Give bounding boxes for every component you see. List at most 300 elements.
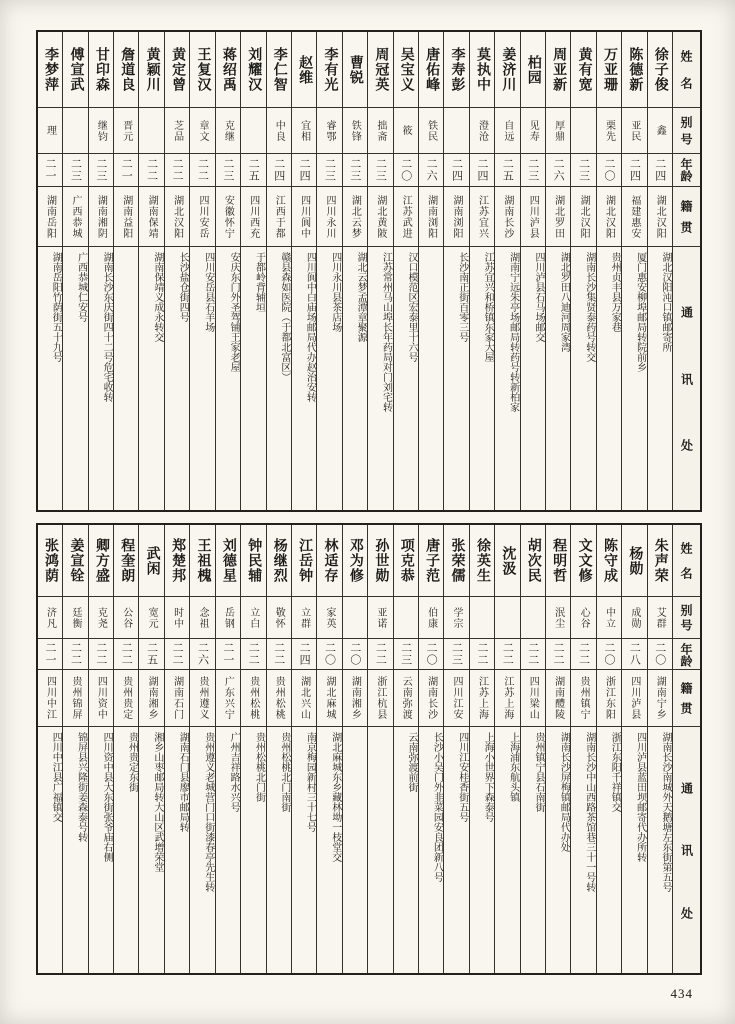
age-cell: 二三 bbox=[343, 154, 367, 187]
header-label-char: 姓 bbox=[679, 50, 693, 63]
entry-column bbox=[113, 32, 138, 510]
age-cell: 二四 bbox=[267, 154, 291, 187]
name-cell: 沈汲 bbox=[495, 525, 519, 597]
address-cell: 湖南长沙东庆街四十二号危宅收转 bbox=[101, 252, 113, 402]
entry-column bbox=[240, 32, 265, 510]
entry-column bbox=[266, 32, 291, 510]
age-cell: 二二 bbox=[165, 639, 189, 670]
age-cell: 二三 bbox=[571, 154, 595, 187]
native-place-cell: 湖南长沙 bbox=[419, 670, 443, 727]
header-label-char: 通 bbox=[679, 305, 694, 318]
alias-cell: 中良 bbox=[267, 108, 291, 154]
entry-column bbox=[215, 32, 240, 510]
page-number: 434 bbox=[670, 986, 693, 1001]
entry-column bbox=[291, 525, 316, 973]
age-cell: 二八 bbox=[622, 639, 646, 670]
native-place-cell: 四川永川 bbox=[317, 187, 341, 247]
native-place-cell: 湖南石门 bbox=[165, 670, 189, 727]
name-cell: 江岳钟 bbox=[292, 525, 316, 597]
entry-column bbox=[469, 525, 494, 973]
native-place-cell: 四川泸县 bbox=[521, 187, 545, 247]
name-cell: 张荣儒 bbox=[444, 525, 468, 597]
native-place-cell: 湖南浏阳 bbox=[419, 187, 443, 247]
age-cell: 二二 bbox=[139, 154, 163, 187]
age-cell: 二〇 bbox=[317, 639, 341, 670]
native-place-cell: 贵州锦屏 bbox=[63, 670, 87, 727]
entry-column bbox=[316, 32, 341, 510]
header-label-char: 别 bbox=[679, 116, 693, 129]
age-cell: 二〇 bbox=[597, 639, 621, 670]
native-place-cell: 四川阆中 bbox=[292, 187, 316, 247]
entry-column bbox=[215, 525, 240, 973]
age-cell: 二二 bbox=[267, 639, 291, 670]
entry-column bbox=[545, 32, 570, 510]
age-cell: 二四 bbox=[292, 639, 316, 670]
alias-cell: 伯康 bbox=[419, 597, 443, 639]
age-cell: 二三 bbox=[394, 639, 418, 670]
native-place-cell: 湖北麻城 bbox=[317, 670, 341, 727]
header-label-char: 年 bbox=[679, 643, 693, 655]
entry-column bbox=[443, 525, 468, 973]
native-place-cell: 贵州贵定 bbox=[114, 670, 138, 727]
address-cell: 湖北云梦孟潭章聚源 bbox=[355, 252, 367, 342]
address-cell: 赣县森如医院（于都北富区） bbox=[278, 252, 290, 382]
header-name-label bbox=[673, 525, 700, 597]
alias-cell bbox=[343, 597, 367, 639]
native-place-cell: 四川资中 bbox=[89, 670, 113, 727]
native-place-cell: 广西恭城 bbox=[63, 187, 87, 247]
alias-cell: 铁民 bbox=[419, 108, 443, 154]
entry-column bbox=[570, 525, 595, 973]
address-cell: 湖北汉阳沌口镇邮寄所 bbox=[660, 252, 671, 352]
header-label-char: 别 bbox=[679, 604, 693, 616]
alias-cell: 章文 bbox=[190, 108, 214, 154]
entry-column bbox=[418, 32, 443, 510]
entry-column bbox=[596, 32, 621, 510]
address-cell: 湖南石门县廖市邮局转 bbox=[177, 732, 189, 832]
native-place-cell: 湖南宁乡 bbox=[648, 670, 672, 727]
entry-column bbox=[520, 525, 545, 973]
header-label-char: 号 bbox=[679, 132, 693, 145]
native-place-cell: 浙江东阳 bbox=[597, 670, 621, 727]
name-cell: 唐子范 bbox=[419, 525, 443, 597]
entry-column bbox=[570, 32, 595, 510]
header-label-char: 龄 bbox=[679, 170, 693, 182]
alias-cell: 中立 bbox=[597, 597, 621, 639]
native-place-cell: 江苏武进 bbox=[394, 187, 418, 247]
address-cell: 广州吉祥路水兴号 bbox=[228, 732, 240, 812]
alias-cell: 拙斋 bbox=[368, 108, 392, 154]
alias-cell: 自远 bbox=[495, 108, 519, 154]
header-label-char: 籍 bbox=[679, 200, 693, 212]
age-cell: 二三 bbox=[216, 154, 240, 187]
alias-cell bbox=[571, 108, 595, 154]
alias-cell: 筱 bbox=[394, 108, 418, 154]
address-cell: 贵州贵定东街 bbox=[126, 732, 138, 792]
native-place-cell: 湖北云梦 bbox=[343, 187, 367, 247]
alias-cell: 学宗 bbox=[444, 597, 468, 639]
age-cell: 二四 bbox=[622, 154, 646, 187]
native-place-cell: 湖南湘乡 bbox=[343, 670, 367, 727]
entry-column bbox=[367, 525, 392, 973]
alias-cell bbox=[241, 108, 265, 154]
alias-cell bbox=[470, 597, 494, 639]
name-cell: 项克恭 bbox=[394, 525, 418, 597]
name-cell: 周亚新 bbox=[546, 32, 570, 108]
address-cell: 贵州松桃北门街 bbox=[253, 732, 265, 802]
name-cell: 王复汉 bbox=[190, 32, 214, 108]
directory-table-top bbox=[36, 30, 702, 512]
header-label-char: 处 bbox=[679, 439, 694, 452]
entry-column bbox=[342, 525, 367, 973]
age-cell: 二五 bbox=[495, 154, 519, 187]
address-cell: 四川安岳县石羊场 bbox=[202, 252, 214, 332]
address-cell: 四川泸县石马场邮交 bbox=[532, 252, 544, 342]
name-cell: 蒋绍禹 bbox=[216, 32, 240, 108]
name-cell: 曹锐 bbox=[343, 32, 367, 108]
age-cell: 二二 bbox=[89, 639, 113, 670]
alias-cell bbox=[394, 597, 418, 639]
header-label-char: 籍 bbox=[679, 682, 693, 694]
header-label-char: 龄 bbox=[679, 655, 693, 667]
address-cell: 四川资中县大东街张爷庙右侧 bbox=[101, 732, 113, 862]
entry-column bbox=[113, 525, 138, 973]
name-cell: 周冠英 bbox=[368, 32, 392, 108]
age-cell: 二三 bbox=[317, 154, 341, 187]
name-cell: 万亚珊 bbox=[597, 32, 621, 108]
age-cell: 二二 bbox=[114, 639, 138, 670]
age-cell: 二〇 bbox=[343, 639, 367, 670]
alias-cell bbox=[521, 597, 545, 639]
native-place-cell: 湖北兴山 bbox=[292, 670, 316, 727]
name-cell: 唐佑峰 bbox=[419, 32, 443, 108]
native-place-cell: 四川安岳 bbox=[190, 187, 214, 247]
address-cell: 浙江东阳千祥镇交 bbox=[609, 732, 621, 812]
name-cell: 黄颖川 bbox=[139, 32, 163, 108]
age-cell: 二一 bbox=[38, 154, 62, 187]
alias-cell: 亚诺 bbox=[368, 597, 392, 639]
native-place-cell: 湖北汉阳 bbox=[648, 187, 672, 247]
header-name-label bbox=[673, 32, 700, 108]
age-cell: 二六 bbox=[546, 154, 570, 187]
alias-cell: 理 bbox=[38, 108, 62, 154]
age-cell: 二二 bbox=[63, 639, 87, 670]
header-label-char: 名 bbox=[679, 567, 693, 579]
native-place-cell: 浙江杭县 bbox=[368, 670, 392, 727]
native-place-cell: 江苏上海 bbox=[495, 670, 519, 727]
entry-column bbox=[367, 32, 392, 510]
name-cell: 程奎朗 bbox=[114, 525, 138, 597]
alias-cell: 岳钢 bbox=[216, 597, 240, 639]
header-address-label bbox=[673, 727, 700, 973]
alias-cell: 成勋 bbox=[622, 597, 646, 639]
entry-column bbox=[443, 32, 468, 510]
alias-cell bbox=[63, 108, 87, 154]
address-cell: 江苏宜兴和桥镇东家大屋 bbox=[482, 252, 494, 362]
name-cell: 姜宣铨 bbox=[63, 525, 87, 597]
age-cell: 二三 bbox=[521, 154, 545, 187]
native-place-cell: 四川西充 bbox=[241, 187, 265, 247]
entry-column bbox=[164, 32, 189, 510]
address-cell: 上海浦东航头镇 bbox=[507, 732, 519, 802]
age-cell: 二二 bbox=[571, 639, 595, 670]
name-cell: 黄有宽 bbox=[571, 32, 595, 108]
entry-column bbox=[342, 32, 367, 510]
address-cell: 四川永川县茶店场 bbox=[329, 252, 341, 332]
name-cell: 詹道良 bbox=[114, 32, 138, 108]
address-cell: 湖南长沙屏梅镇邮局代办处 bbox=[558, 732, 570, 852]
header-native-place-label bbox=[673, 670, 700, 727]
age-cell: 二一 bbox=[38, 639, 62, 670]
alias-cell: 敬怀 bbox=[267, 597, 291, 639]
address-cell: 汉口模范区宏泰里十六号 bbox=[405, 252, 417, 362]
address-cell: 湖南宁远朱亭场邮局转药号转新柏家 bbox=[507, 252, 519, 412]
age-cell: 二一 bbox=[216, 639, 240, 670]
header-label-char: 姓 bbox=[679, 542, 693, 554]
address-cell: 湖南长沙南城外天鹅塘左东街第五号 bbox=[660, 732, 671, 892]
header-alias-label bbox=[673, 597, 700, 639]
header-label-char: 贯 bbox=[679, 702, 693, 714]
name-cell: 傅宣武 bbox=[63, 32, 87, 108]
alias-cell: 立群 bbox=[292, 597, 316, 639]
entry-column bbox=[291, 32, 316, 510]
address-cell: 长沙南正街百零三号 bbox=[456, 252, 468, 342]
native-place-cell: 福建惠安 bbox=[622, 187, 646, 247]
entry-column bbox=[138, 32, 163, 510]
address-cell: 广西恭城仁安号 bbox=[75, 252, 87, 322]
alias-cell: 继钧 bbox=[89, 108, 113, 154]
native-place-cell: 湖南长沙 bbox=[495, 187, 519, 247]
address-cell: 四川泸县蓝田坝邮寄代办所转 bbox=[634, 732, 646, 862]
age-cell: 二〇 bbox=[597, 154, 621, 187]
address-cell: 上海小世界下森泰号 bbox=[482, 732, 494, 822]
address-cell: 锦屏县兴隆街姜森泰号转 bbox=[75, 732, 87, 842]
age-cell: 二二 bbox=[165, 154, 189, 187]
entry-column bbox=[88, 32, 113, 510]
name-cell: 李梦萍 bbox=[38, 32, 62, 108]
entry-column bbox=[545, 525, 570, 973]
age-cell: 二二 bbox=[546, 639, 570, 670]
name-cell: 卿方盛 bbox=[89, 525, 113, 597]
entry-column bbox=[393, 525, 418, 973]
alias-cell: 晋元 bbox=[114, 108, 138, 154]
alias-cell: 家英 bbox=[317, 597, 341, 639]
alias-cell: 念祖 bbox=[190, 597, 214, 639]
alias-cell: 芝品 bbox=[165, 108, 189, 154]
name-cell: 邓为修 bbox=[343, 525, 367, 597]
age-cell: 二四 bbox=[444, 154, 468, 187]
entry-column bbox=[189, 525, 214, 973]
age-cell: 二四 bbox=[470, 154, 494, 187]
alias-cell: 克继 bbox=[216, 108, 240, 154]
age-cell: 二六 bbox=[190, 639, 214, 670]
age-cell: 二五 bbox=[139, 639, 163, 670]
name-cell: 李寿彭 bbox=[444, 32, 468, 108]
name-cell: 陈德新 bbox=[622, 32, 646, 108]
name-cell: 柏园 bbox=[521, 32, 545, 108]
entry-column bbox=[189, 32, 214, 510]
native-place-cell: 湖南岳阳 bbox=[38, 187, 62, 247]
header-age-label bbox=[673, 154, 700, 187]
age-cell: 二二 bbox=[368, 639, 392, 670]
name-cell: 朱声荣 bbox=[648, 525, 672, 597]
alias-cell: 廷衡 bbox=[63, 597, 87, 639]
native-place-cell: 湖南醴陵 bbox=[546, 670, 570, 727]
alias-cell: 见寿 bbox=[521, 108, 545, 154]
address-cell: 贵州松桃北门南街 bbox=[278, 732, 290, 812]
header-age-label bbox=[673, 639, 700, 670]
entry-column bbox=[240, 525, 265, 973]
name-cell: 黄定曾 bbox=[165, 32, 189, 108]
name-cell: 姜济川 bbox=[495, 32, 519, 108]
age-cell: 二三 bbox=[63, 154, 87, 187]
address-cell: 贵州镇宁县石南街 bbox=[532, 732, 544, 812]
age-cell: 二〇 bbox=[648, 639, 672, 670]
native-place-cell: 湖北汉阳 bbox=[165, 187, 189, 247]
entry-column bbox=[38, 525, 62, 973]
address-cell: 贵州遵义老城营门口街漆春亭先生转 bbox=[202, 732, 214, 892]
native-place-cell: 贵州松桃 bbox=[241, 670, 265, 727]
entry-column bbox=[494, 32, 519, 510]
native-place-cell: 四川梁山 bbox=[521, 670, 545, 727]
name-cell: 李有光 bbox=[317, 32, 341, 108]
alias-cell: 公谷 bbox=[114, 597, 138, 639]
entry-column bbox=[596, 525, 621, 973]
native-place-cell: 云南弥渡 bbox=[394, 670, 418, 727]
entry-column bbox=[266, 525, 291, 973]
native-place-cell: 江西于都 bbox=[267, 187, 291, 247]
alias-cell bbox=[495, 597, 519, 639]
name-cell: 徐英生 bbox=[470, 525, 494, 597]
native-place-cell: 贵州遵义 bbox=[190, 670, 214, 727]
entry-column bbox=[393, 32, 418, 510]
alias-cell bbox=[139, 108, 163, 154]
entry-column bbox=[138, 525, 163, 973]
name-cell: 甘印森 bbox=[89, 32, 113, 108]
age-cell: 二四 bbox=[292, 154, 316, 187]
alias-cell: 铁锋 bbox=[343, 108, 367, 154]
native-place-cell: 湖南湘乡 bbox=[139, 670, 163, 727]
entry-column bbox=[647, 525, 672, 973]
address-cell: 湖南长沙中山西路茶馆巷三十一号转 bbox=[583, 732, 595, 892]
name-cell: 程明哲 bbox=[546, 525, 570, 597]
name-cell: 林适存 bbox=[317, 525, 341, 597]
name-cell: 郑楚邦 bbox=[165, 525, 189, 597]
address-cell: 四川阆中白庙场邮局代办赵治安转 bbox=[304, 252, 316, 402]
address-cell bbox=[419, 247, 443, 510]
age-cell: 二三 bbox=[368, 154, 392, 187]
age-cell: 二五 bbox=[241, 154, 265, 187]
age-cell: 二二 bbox=[241, 639, 265, 670]
alias-cell: 济凡 bbox=[38, 597, 62, 639]
header-native-place-label bbox=[673, 187, 700, 247]
native-place-cell: 四川中江 bbox=[38, 670, 62, 727]
native-place-cell: 安徽怀宁 bbox=[216, 187, 240, 247]
alias-cell: 鑫 bbox=[648, 108, 672, 154]
address-cell: 厦门惠安柳埠邮局转院前乡 bbox=[634, 252, 646, 372]
header-label-char: 讯 bbox=[679, 844, 694, 856]
entry-column bbox=[88, 525, 113, 973]
alias-cell: 艾群 bbox=[648, 597, 672, 639]
native-place-cell: 湖南益阳 bbox=[114, 187, 138, 247]
native-place-cell: 湖南浏阳 bbox=[444, 187, 468, 247]
entry-column bbox=[62, 32, 87, 510]
entry-column bbox=[647, 32, 672, 510]
native-place-cell: 湖北汉阳 bbox=[597, 187, 621, 247]
header-label-char: 名 bbox=[679, 76, 693, 89]
address-cell: 湖南长沙集贤泰药号转交 bbox=[583, 252, 595, 362]
age-cell: 二二 bbox=[495, 639, 519, 670]
name-cell: 赵维 bbox=[292, 32, 316, 108]
name-cell: 钟民辅 bbox=[241, 525, 265, 597]
address-cell: 云南弥渡前街 bbox=[405, 732, 417, 792]
name-cell: 刘耀汉 bbox=[241, 32, 265, 108]
name-cell: 张鸿荫 bbox=[38, 525, 62, 597]
entry-column bbox=[62, 525, 87, 973]
alias-cell: 宽元 bbox=[139, 597, 163, 639]
name-cell: 文文修 bbox=[571, 525, 595, 597]
name-cell: 莫执中 bbox=[470, 32, 494, 108]
address-cell: 安庆东门外圣驾铺王家老屋 bbox=[228, 252, 240, 372]
header-alias-label bbox=[673, 108, 700, 154]
header-label-char: 贯 bbox=[679, 221, 693, 233]
entry-column bbox=[494, 525, 519, 973]
name-cell: 李仁智 bbox=[267, 32, 291, 108]
alias-cell: 澄沧 bbox=[470, 108, 494, 154]
name-cell: 武闲 bbox=[139, 525, 163, 597]
age-cell: 二一 bbox=[114, 154, 138, 187]
native-place-cell: 湖北罗田 bbox=[546, 187, 570, 247]
native-place-cell: 广东兴宁 bbox=[216, 670, 240, 727]
address-cell bbox=[114, 247, 138, 510]
name-cell: 徐子俊 bbox=[648, 32, 672, 108]
address-cell: 江苏常州马山埠长年药局对门刘宅转 bbox=[380, 252, 392, 412]
alias-cell: 心谷 bbox=[571, 597, 595, 639]
entry-column bbox=[418, 525, 443, 973]
entry-column bbox=[469, 32, 494, 510]
name-cell: 胡次民 bbox=[521, 525, 545, 597]
native-place-cell: 湖南湘阴 bbox=[89, 187, 113, 247]
entry-column bbox=[520, 32, 545, 510]
address-cell: 湖北罗田八迪河周家湾 bbox=[558, 252, 570, 352]
alias-cell bbox=[444, 108, 468, 154]
alias-cell: 时中 bbox=[165, 597, 189, 639]
native-place-cell: 四川江安 bbox=[444, 670, 468, 727]
alias-cell: 睿鄂 bbox=[317, 108, 341, 154]
age-cell: 二二 bbox=[521, 639, 545, 670]
native-place-cell: 江苏上海 bbox=[470, 670, 494, 727]
name-cell: 刘德星 bbox=[216, 525, 240, 597]
alias-cell: 栗先 bbox=[597, 108, 621, 154]
header-label-char: 通 bbox=[679, 781, 694, 794]
alias-cell: 宜相 bbox=[292, 108, 316, 154]
alias-cell: 泯尘 bbox=[546, 597, 570, 639]
age-cell: 二〇 bbox=[394, 154, 418, 187]
address-cell: 贵州贞丰县万家巷 bbox=[609, 252, 621, 332]
entry-column bbox=[38, 32, 62, 510]
header-address-label bbox=[673, 247, 700, 510]
age-cell: 二四 bbox=[648, 154, 672, 187]
native-place-cell: 湖北黄陂 bbox=[368, 187, 392, 247]
native-place-cell: 江苏宜兴 bbox=[470, 187, 494, 247]
alias-cell: 立白 bbox=[241, 597, 265, 639]
age-cell: 二三 bbox=[444, 639, 468, 670]
native-place-cell: 湖南保靖 bbox=[139, 187, 163, 247]
age-cell: 二三 bbox=[89, 154, 113, 187]
name-cell: 孙世勋 bbox=[368, 525, 392, 597]
address-cell: 南京梅园新村三十七号 bbox=[304, 732, 316, 832]
address-cell: 长沙小吴门外韭菜园安良团新八号 bbox=[431, 732, 443, 882]
